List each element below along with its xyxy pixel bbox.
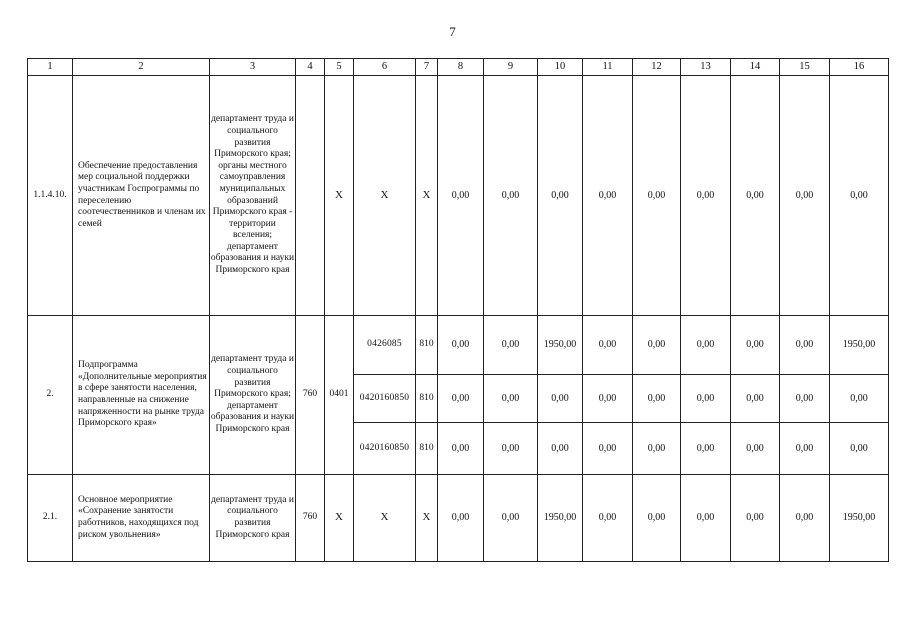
- value-cell: 0,00: [438, 475, 484, 562]
- header-row: [28, 59, 889, 76]
- value-cell: 0,00: [633, 76, 681, 316]
- value-cell: 0,00: [583, 475, 633, 562]
- column-header: 13: [681, 59, 731, 76]
- value-cell: 0,00: [438, 76, 484, 316]
- value-cell: 0,00: [633, 316, 681, 375]
- column-header: 3: [210, 59, 296, 76]
- expense-type-cell: X: [416, 475, 438, 562]
- target-code-cell: 0426085: [354, 316, 416, 375]
- expense-type-cell: 810: [416, 423, 438, 475]
- column-header: 12: [633, 59, 681, 76]
- measure-name: Основное мероприятие «Сохранение занятости работников, находящихся под риском увольнения»: [73, 475, 210, 562]
- target-code-cell: X: [354, 76, 416, 316]
- column-header: 16: [830, 59, 889, 76]
- value-cell: 0,00: [538, 375, 583, 423]
- column-header: 5: [325, 59, 354, 76]
- column-header: 8: [438, 59, 484, 76]
- value-cell: 0,00: [438, 316, 484, 375]
- section-code-cell: X: [325, 76, 354, 316]
- value-cell: 0,00: [583, 76, 633, 316]
- expense-type-cell: 810: [416, 375, 438, 423]
- value-cell: 0,00: [830, 375, 889, 423]
- column-header: 2: [73, 59, 210, 76]
- value-cell: 0,00: [633, 423, 681, 475]
- target-code-cell: X: [354, 475, 416, 562]
- value-cell: 0,00: [583, 423, 633, 475]
- value-cell: 0,00: [780, 423, 830, 475]
- value-cell: 0,00: [731, 316, 780, 375]
- column-header: 14: [731, 59, 780, 76]
- admin-code-cell: 760: [296, 475, 325, 562]
- column-header: 6: [354, 59, 416, 76]
- section-code-cell: X: [325, 475, 354, 562]
- column-header: 15: [780, 59, 830, 76]
- table-row: [28, 76, 889, 316]
- admin-code-cell: [296, 76, 325, 316]
- expense-type-cell: X: [416, 76, 438, 316]
- measure-name: Обеспечение предоставления мер социальной поддержки участникам Госпрограммы по переселению соотечественников и членам их семей: [73, 76, 210, 316]
- column-header: 10: [538, 59, 583, 76]
- value-cell: 0,00: [681, 76, 731, 316]
- value-cell: 1950,00: [830, 316, 889, 375]
- value-cell: 0,00: [633, 375, 681, 423]
- executor-cell: департамент труда и социального развития Приморского края; органы местного самоуправления муниципальных образований Приморского края - территории вселения; департамент образования и науки Приморского края: [210, 76, 296, 316]
- value-cell: 0,00: [681, 316, 731, 375]
- value-cell: 0,00: [438, 423, 484, 475]
- column-header: 9: [484, 59, 538, 76]
- column-header: 7: [416, 59, 438, 76]
- value-cell: 0,00: [583, 316, 633, 375]
- value-cell: 0,00: [484, 475, 538, 562]
- target-code-cell: 0420160850: [354, 423, 416, 475]
- value-cell: 1950,00: [538, 316, 583, 375]
- value-cell: 0,00: [780, 375, 830, 423]
- value-cell: 0,00: [830, 423, 889, 475]
- value-cell: 0,00: [438, 375, 484, 423]
- value-cell: 0,00: [484, 76, 538, 316]
- value-cell: 0,00: [633, 475, 681, 562]
- budget-table: [27, 58, 889, 562]
- value-cell: 0,00: [538, 76, 583, 316]
- value-cell: 0,00: [538, 423, 583, 475]
- row-number: 2.: [28, 316, 73, 475]
- value-cell: 0,00: [484, 423, 538, 475]
- row-number: 1.1.4.10.: [28, 76, 73, 316]
- table-row: [28, 475, 889, 562]
- value-cell: 0,00: [780, 475, 830, 562]
- value-cell: 0,00: [484, 375, 538, 423]
- value-cell: 0,00: [731, 76, 780, 316]
- executor-cell: департамент труда и социального развития Приморского края: [210, 475, 296, 562]
- value-cell: 0,00: [731, 375, 780, 423]
- column-header: 11: [583, 59, 633, 76]
- value-cell: 1950,00: [538, 475, 583, 562]
- value-cell: 0,00: [583, 375, 633, 423]
- value-cell: 0,00: [484, 316, 538, 375]
- row-number: 2.1.: [28, 475, 73, 562]
- column-header: 1: [28, 59, 73, 76]
- value-cell: 0,00: [780, 316, 830, 375]
- value-cell: 0,00: [681, 375, 731, 423]
- value-cell: 0,00: [681, 423, 731, 475]
- page-number: 7: [449, 24, 456, 39]
- value-cell: 0,00: [731, 475, 780, 562]
- table-row: [28, 316, 889, 375]
- column-header: 4: [296, 59, 325, 76]
- value-cell: 0,00: [731, 423, 780, 475]
- target-code-cell: 0420160850: [354, 375, 416, 423]
- value-cell: 0,00: [681, 475, 731, 562]
- admin-code-cell: 760: [296, 316, 325, 475]
- value-cell: 1950,00: [830, 475, 889, 562]
- value-cell: 0,00: [780, 76, 830, 316]
- value-cell: 0,00: [830, 76, 889, 316]
- section-code-cell: 0401: [325, 316, 354, 475]
- measure-name: Подпрограмма «Дополнительные мероприятия в сфере занятости населения, направленные на снижение напряженности на рынке труда Приморского края»: [73, 316, 210, 475]
- executor-cell: департамент труда и социального развития Приморского края; департамент образования и науки Приморского края: [210, 316, 296, 475]
- expense-type-cell: 810: [416, 316, 438, 375]
